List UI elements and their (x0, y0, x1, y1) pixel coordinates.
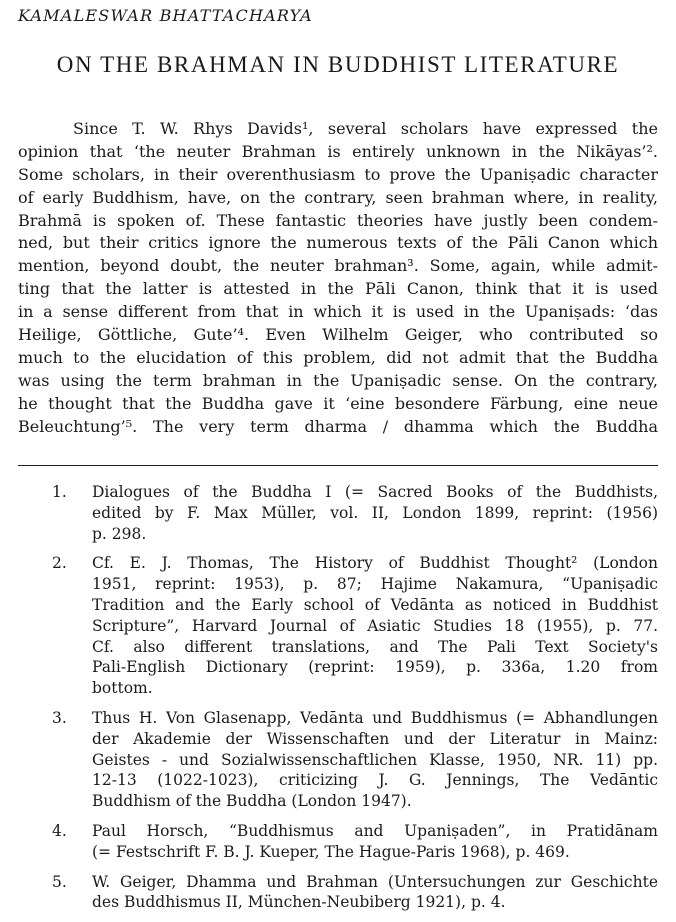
footnote-line: Dialogues of the Buddha I (= Sacred Books of the Buddhists, (92, 483, 658, 501)
footnote-line: W. Geiger, Dhamma und Brahman (Untersuchungen zur Geschichte (92, 872, 658, 891)
footnote-3 (52, 708, 658, 812)
footnote-line: p. 298. (92, 524, 147, 543)
footnote-line: Paul Horsch, “Buddhismus and Upaniṣaden”, in Pratidānam (92, 821, 658, 840)
footnote-number: 1. (52, 483, 67, 501)
footnote-line: der Akademie der Wissenschaften und der Literatur in Mainz: (92, 729, 658, 748)
footnote-divider (18, 465, 658, 466)
body-line: Some scholars, in their overenthusiasm to prove the Upaniṣadic character (18, 164, 658, 184)
body-line: Beleuchtung’⁵. The very term dharma / dhamma which the Buddha (18, 416, 658, 436)
body-line: in a sense different from that in which it is used in the Upaniṣads: ‘das (18, 302, 658, 322)
footnote-line: Cf. also different translations, and The Pali Text Society's (92, 637, 658, 656)
footnote-line: Buddhism of the Buddha (London 1947). (92, 792, 412, 811)
footnotes (52, 482, 658, 922)
footnote-number: 4. (52, 821, 67, 840)
footnote-2 (52, 553, 658, 699)
footnote-line: Thus H. Von Glasenapp, Vedānta und Buddhismus (= Abhandlungen (92, 708, 658, 727)
body-line: Brahmā is spoken of. These fantastic theories have justly been condem- (18, 210, 658, 230)
footnote-number: 5. (52, 872, 67, 891)
footnote-line: edited by F. Max Müller, vol. II, London 1899, reprint: (1956) (92, 503, 658, 522)
body-paragraph (18, 118, 658, 438)
footnote-line: 1951, reprint: 1953), p. 87; Hajime Nakamura, “Upaniṣadic (92, 575, 658, 594)
footnote-line: bottom. (92, 679, 153, 698)
body-line: Since T. W. Rhys Davids¹, several scholars have expressed the (73, 119, 658, 138)
body-line: ting that the latter is attested in the Pāli Canon, think that it is used (18, 279, 658, 299)
body-line: mention, beyond doubt, the neuter brahman³. Some, again, while admit- (18, 256, 658, 276)
footnote-line: Tradition and the Early school of Vedānta as noticed in Buddhist (92, 595, 658, 614)
body-line: ned, but their critics ignore the numerous texts of the Pāli Canon which (18, 233, 658, 253)
footnote-number: 2. (52, 554, 67, 573)
body-line: much to the elucidation of this problem, did not admit that the Buddha (18, 347, 658, 367)
footnote-line: Geistes - und Sozialwissenschaftlichen Klasse, 1950, NR. 11) pp. (92, 750, 658, 769)
footnote-line: (= Festschrift F. B. J. Kueper, The Hague-Paris 1968), p. 469. (92, 842, 570, 861)
body-line: of early Buddhism, have, on the contrary, seen brahman where, in reality, (18, 187, 658, 207)
body-line: opinion that ‘the neuter Brahman is entirely unknown in the Nikāyas’². (18, 141, 658, 161)
footnote-number: 3. (52, 708, 67, 727)
article-title: ON THE BRAHMAN IN BUDDHIST LITERATURE (56, 52, 620, 77)
footnote-line: Cf. E. J. Thomas, The History of Buddhist Thought² (London (92, 554, 658, 573)
footnote-5 (52, 872, 658, 914)
body-line: he thought that the Buddha gave it ‘eine besondere Färbung, eine neue (18, 393, 658, 413)
body-line: was using the term brahman in the Upaniṣadic sense. On the contrary, (18, 370, 658, 390)
footnote-line: des Buddhismus II, München-Neubiberg 1921), p. 4. (92, 893, 506, 912)
footnote-4 (52, 821, 658, 863)
footnote-line: 12-13 (1022-1023), criticizing J. G. Jennings, The Vedāntic (92, 771, 658, 790)
footnote-line: Scripture”, Harvard Journal of Asiatic Studies 18 (1955), p. 77. (92, 616, 658, 635)
footnote-line: Pali-English Dictionary (reprint: 1959), p. 336a, 1.20 from (92, 658, 658, 677)
running-head-author: KAMALESWAR BHATTACHARYA (18, 6, 313, 25)
footnote-1 (52, 482, 658, 544)
body-line: Heilige, Göttliche, Gute’⁴. Even Wilhelm Geiger, who contributed so (18, 325, 658, 345)
